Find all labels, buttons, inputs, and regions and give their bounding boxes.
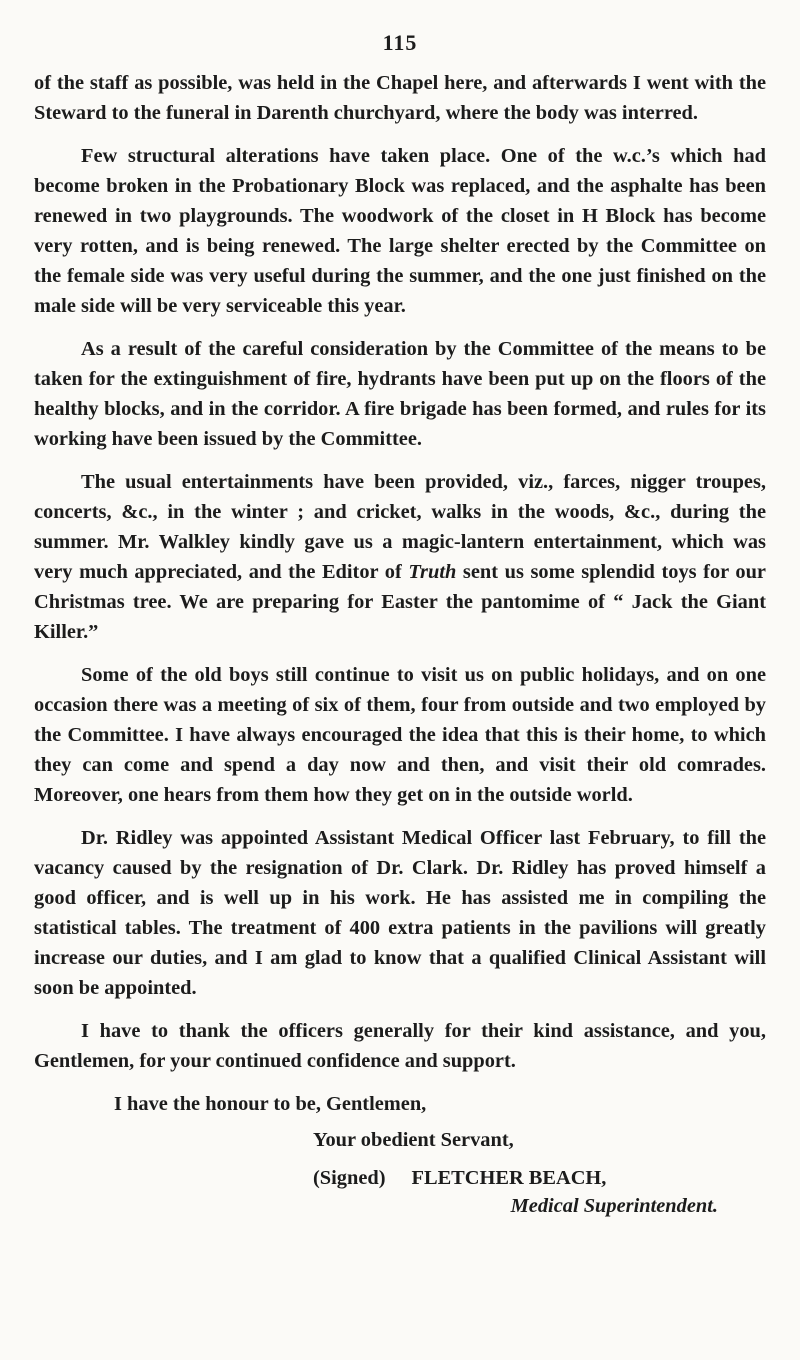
closing-honour-line: I have the honour to be, Gentlemen, [114,1093,427,1115]
paragraph-old-boys: Some of the old boys still continue to visit us on public holidays, and on one occasion there was a meeting of six of them, four from outside and two employed by the Committee. I have always encouraged the idea that this is their home, to which they can come and spend a day now and then, and visit their old comrades. Moreover, one hears from them how they get on in the outside world. [34,664,766,806]
signatory-title: Medical Superintendent. [510,1195,718,1217]
paragraph-fire-precautions: As a result of the careful consideration by the Committee of the means to be taken for the extinguishment of fire, hydrants have been put up on the floors of the healthy blocks, and in the corridor. A fire brigade has been formed, and rules for its working have been issued by the Committee. [34,338,766,450]
paragraph-dr-ridley: Dr. Ridley was appointed Assistant Medical Officer last February, to fill the vacancy caused by the resignation of Dr. Clark. Dr. Ridley has proved himself a good officer, and is well up in his work. He has assisted me in compiling the statistical tables. The treatment of 400 extra patients in the pavilions will greatly increase our duties, and I am glad to know that a qualified Clinical Assistant will soon be appointed. [34,827,766,999]
paragraph-thanks: I have to thank the officers generally for their kind assistance, and you, Gentlemen, for your continued confidence and support. [34,1020,766,1072]
paragraph-funeral: of the staff as possible, was held in the Chapel here, and afterwards I went with the Steward to the funeral in Darenth churchyard, where the body was interred. [34,72,766,124]
closing-servant-line: Your obedient Servant, [313,1129,514,1151]
signature-line [313,1163,766,1193]
page-number: 115 [382,30,418,55]
entertainments-text-after: sent us some splendid toys for our Christmas tree. We are preparing for Easter the pantomime of “ Jack the Giant Killer.” [34,561,766,643]
paragraph-structural-alterations: Few structural alterations have taken place. One of the w.c.’s which had become broken in the Probationary Block was replaced, and the asphalte has been renewed in two playgrounds. The woodwork of the closet in H Block has become very rotten, and is being renewed. The large shelter erected by the Committee on the female side was very useful during the summer, and the one just finished on the male side will be very serviceable this year. [34,145,766,317]
publication-title-truth: Truth [408,561,457,583]
entertainments-text-before: The usual entertainments have been provided, viz., farces, nigger troupes, concerts, &c., in the winter ; and cricket, walks in the woods, &c., during the summer. Mr. Walkley kindly gave us a magic-lantern entertainment, which was very much appreciated, and the Editor of [34,471,766,583]
signed-label: (Signed) [313,1167,386,1189]
signatory-name: FLETCHER BEACH, [411,1167,607,1189]
paragraph-entertainments [34,467,766,647]
